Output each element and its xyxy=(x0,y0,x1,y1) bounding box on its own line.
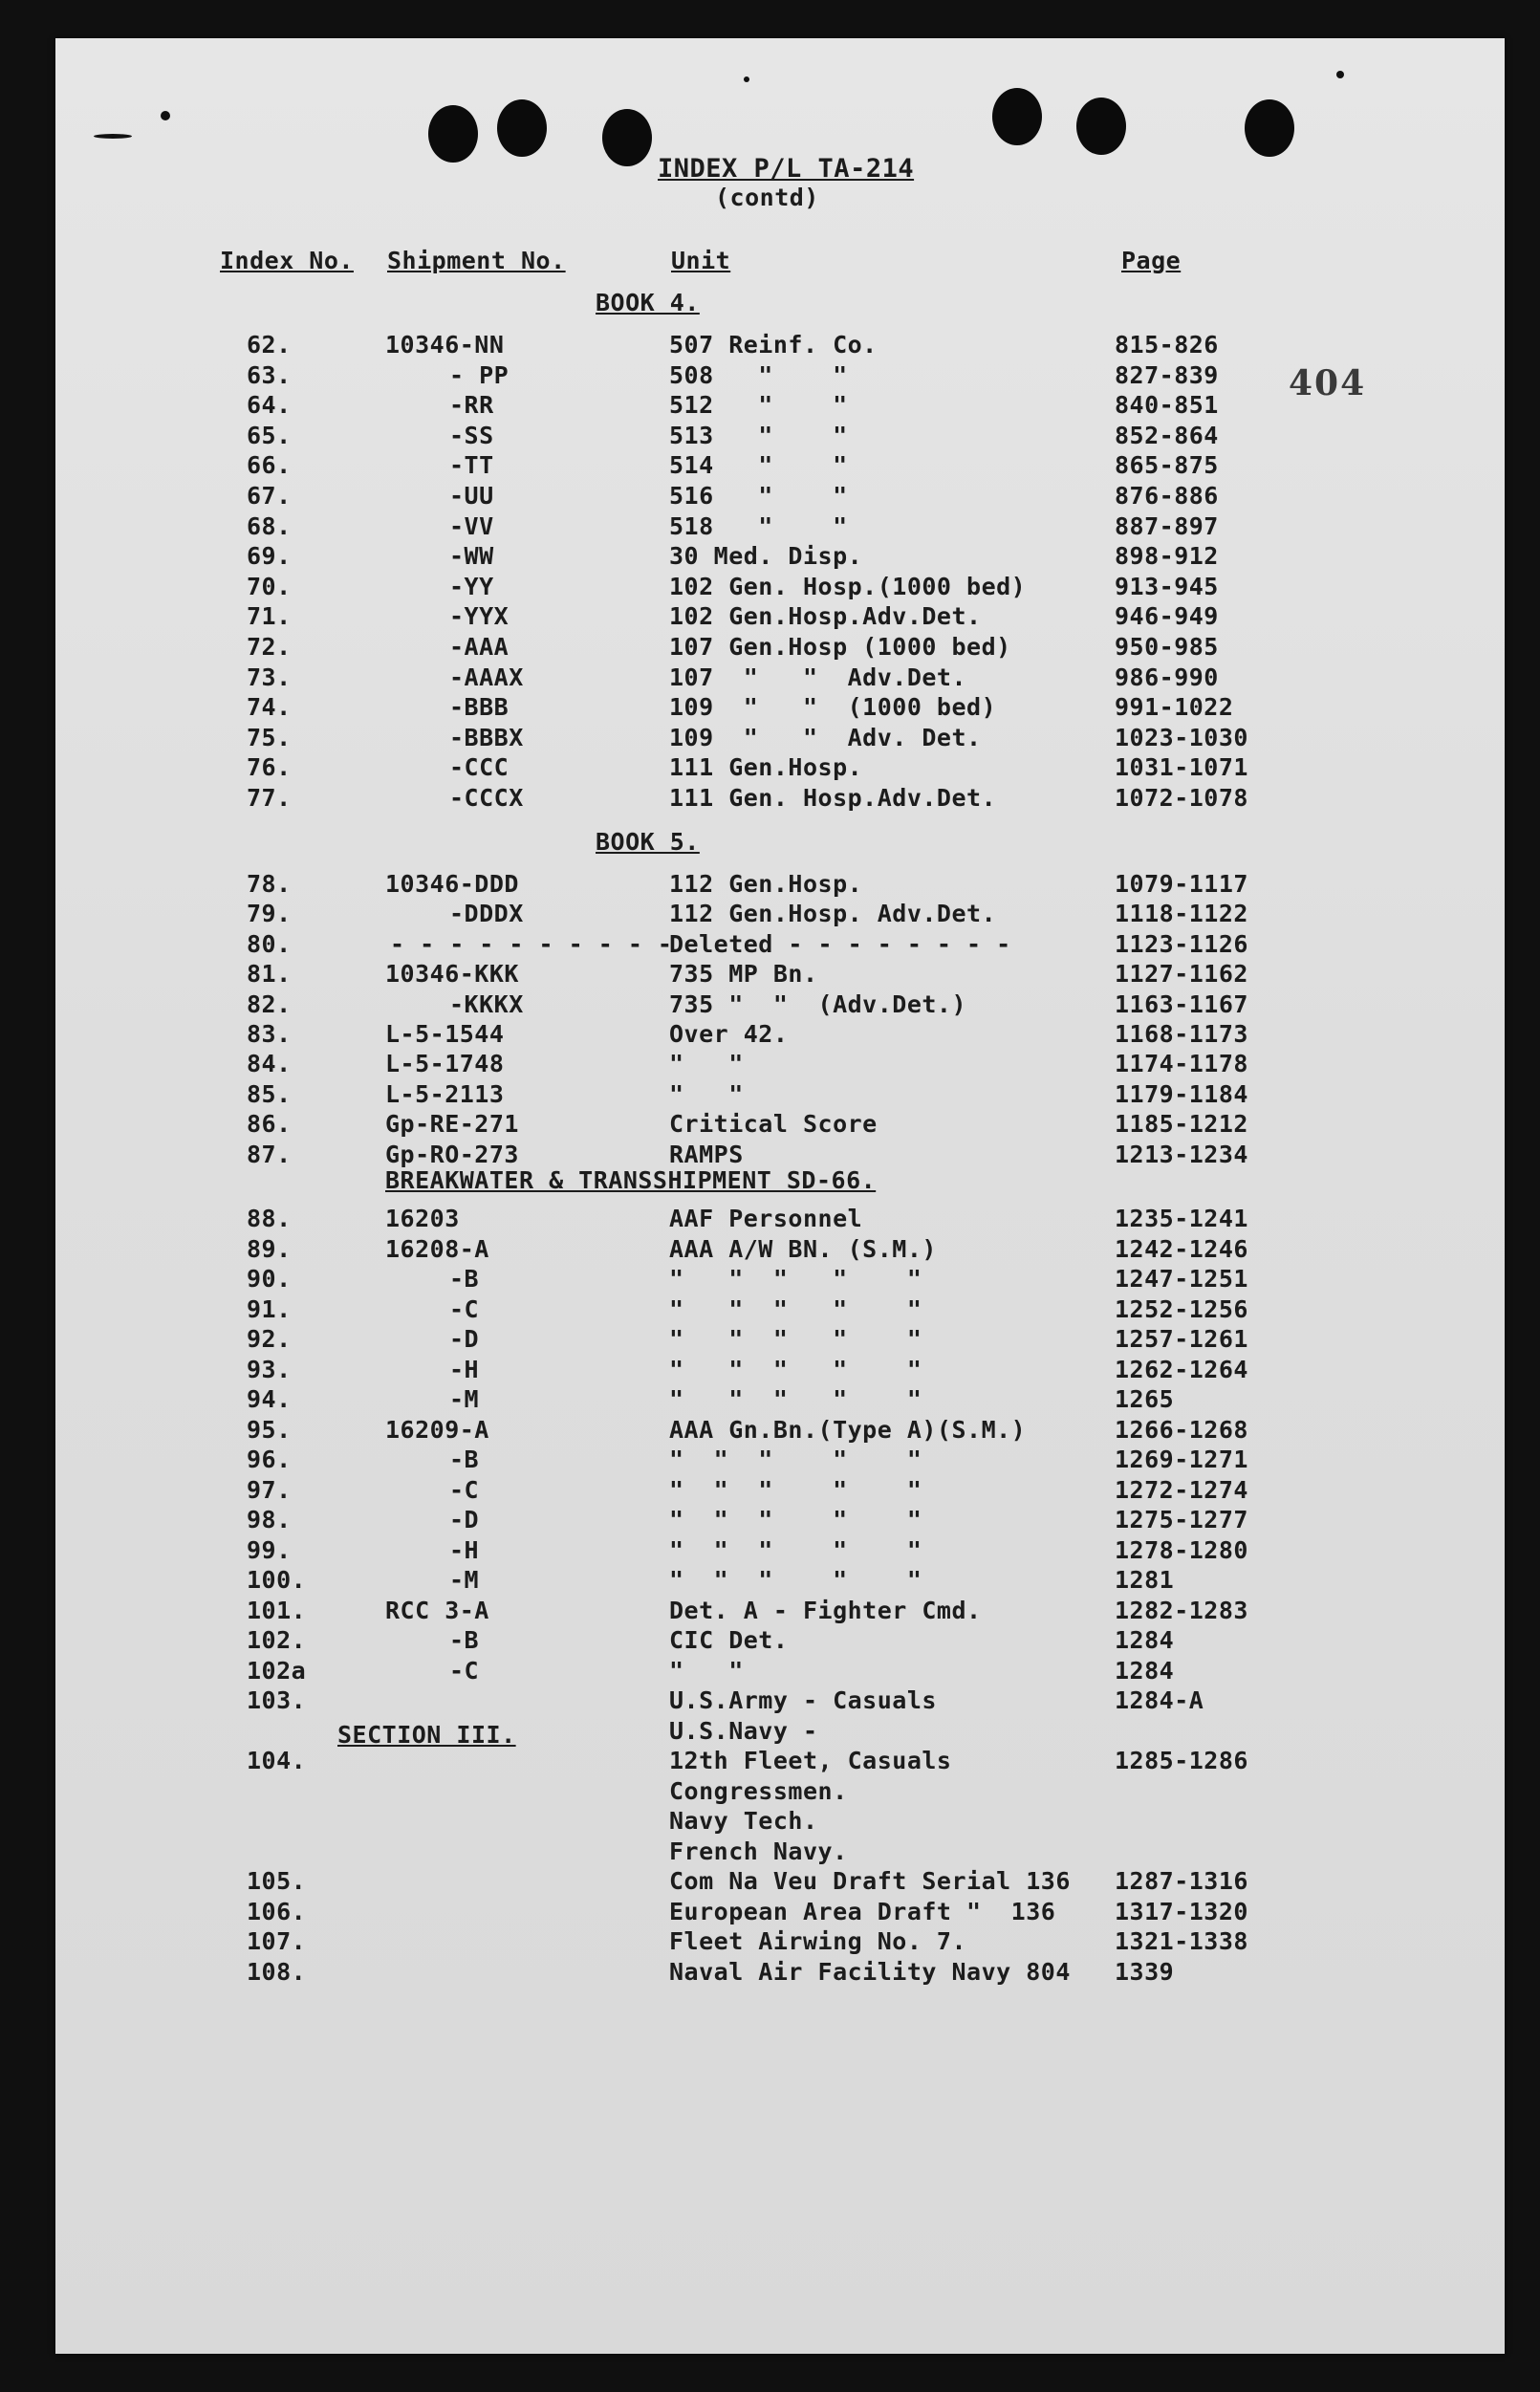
shipment-no-cell: -TT xyxy=(449,451,494,480)
unit-cell: " " " " " xyxy=(669,1475,922,1504)
ink-speck xyxy=(94,134,132,139)
shipment-no-cell: -CCC xyxy=(449,753,510,782)
index-no-cell: 85. xyxy=(247,1079,292,1108)
unit-cell: 112 Gen.Hosp. Adv.Det. xyxy=(669,900,997,928)
unit-cell: 507 Reinf. Co. xyxy=(669,331,878,359)
shipment-no-cell: RCC 3-A xyxy=(385,1596,489,1624)
page-stamp-number: 404 xyxy=(1289,363,1367,403)
shipment-no-cell: - - - - - - - - - - xyxy=(390,929,673,958)
index-no-cell: 89. xyxy=(247,1234,292,1263)
index-no-cell: 98. xyxy=(247,1506,292,1533)
unit-cell: AAA Gn.Bn.(Type A)(S.M.) xyxy=(669,1415,1027,1444)
unit-cell: European Area Draft " 136 xyxy=(669,1897,1056,1925)
index-no-cell: 102a xyxy=(247,1656,307,1685)
page-cell: 852-864 xyxy=(1115,421,1219,449)
punch-hole-left-1 xyxy=(428,105,478,163)
index-no-cell: 92. xyxy=(247,1325,292,1353)
page-cell: 1235-1241 xyxy=(1115,1205,1248,1232)
punch-hole-right-3 xyxy=(1245,99,1294,157)
page-cell: 1023-1030 xyxy=(1115,723,1248,751)
header-page: Page xyxy=(1121,247,1182,274)
shipment-no-cell: 16203 xyxy=(385,1205,460,1232)
unit-cell: Congressmen. xyxy=(669,1776,848,1805)
page-cell: 1031-1071 xyxy=(1115,753,1248,782)
index-no-cell: 107. xyxy=(247,1927,307,1955)
page-cell: 1278-1280 xyxy=(1115,1535,1248,1564)
document-title: INDEX P/L TA-214 xyxy=(658,154,915,184)
document-subtitle: (contd) xyxy=(715,184,819,211)
unit-cell: 512 " " xyxy=(669,391,848,420)
unit-cell: AAF Personnel xyxy=(669,1205,863,1232)
unit-cell: Navy Tech. xyxy=(669,1807,818,1835)
unit-cell: " " " " " xyxy=(669,1355,922,1383)
unit-cell: 112 Gen.Hosp. xyxy=(669,870,863,898)
shipment-no-cell: 10346-NN xyxy=(385,331,505,359)
page-cell: 865-875 xyxy=(1115,451,1219,480)
index-no-cell: 93. xyxy=(247,1355,292,1383)
index-no-cell: 106. xyxy=(247,1897,307,1925)
shipment-no-cell: L-5-1748 xyxy=(385,1050,505,1078)
page-cell: 1284-A xyxy=(1115,1686,1204,1714)
index-no-cell: 74. xyxy=(247,693,292,722)
index-no-cell: 108. xyxy=(247,1957,307,1986)
index-no-cell: 96. xyxy=(247,1446,292,1473)
document-page xyxy=(55,38,1505,2354)
index-no-cell: 104. xyxy=(247,1747,307,1774)
page-cell: 898-912 xyxy=(1115,542,1219,571)
index-no-cell: 63. xyxy=(247,360,292,389)
index-no-cell: 101. xyxy=(247,1596,307,1624)
shipment-no-cell: -C xyxy=(449,1294,480,1323)
index-no-cell: 102. xyxy=(247,1626,307,1654)
index-no-cell: 70. xyxy=(247,572,292,600)
punch-hole-right-2 xyxy=(1076,98,1126,155)
page-cell: 913-945 xyxy=(1115,572,1219,600)
unit-cell: AAA A/W BN. (S.M.) xyxy=(669,1234,937,1263)
page-cell: 1213-1234 xyxy=(1115,1140,1248,1168)
index-no-cell: 67. xyxy=(247,482,292,510)
page-cell: 1317-1320 xyxy=(1115,1897,1248,1925)
shipment-no-cell: 16209-A xyxy=(385,1415,489,1444)
unit-cell: RAMPS xyxy=(669,1140,744,1168)
punch-hole-left-2 xyxy=(497,99,547,157)
unit-cell: 102 Gen. Hosp.(1000 bed) xyxy=(669,572,1027,600)
shipment-no-cell: -C xyxy=(449,1656,480,1685)
ink-speck xyxy=(1336,71,1344,78)
index-no-cell: 99. xyxy=(247,1535,292,1564)
unit-cell: Critical Score xyxy=(669,1110,878,1139)
ink-speck xyxy=(161,111,170,120)
page-cell: 1163-1167 xyxy=(1115,989,1248,1018)
shipment-no-cell: -YY xyxy=(449,572,494,600)
unit-cell: 735 MP Bn. xyxy=(669,960,818,989)
page-cell: 1281 xyxy=(1115,1566,1175,1594)
shipment-no-cell: Gp-RE-271 xyxy=(385,1110,519,1139)
header-shipment-no: Shipment No. xyxy=(387,247,566,274)
index-no-cell: 84. xyxy=(247,1050,292,1078)
shipment-no-cell: 10346-KKK xyxy=(385,960,519,989)
page-cell: 1262-1264 xyxy=(1115,1355,1248,1383)
index-no-cell: 79. xyxy=(247,900,292,928)
punch-hole-right-1 xyxy=(992,88,1042,145)
index-no-cell: 76. xyxy=(247,753,292,782)
unit-cell: 102 Gen.Hosp.Adv.Det. xyxy=(669,602,982,631)
page-cell: 1287-1316 xyxy=(1115,1867,1248,1895)
page-cell: 986-990 xyxy=(1115,663,1219,691)
page-cell: 1123-1126 xyxy=(1115,929,1248,958)
unit-cell: U.S.Navy - xyxy=(669,1716,818,1745)
unit-cell: Deleted - - - - - - - - xyxy=(669,929,1011,958)
index-no-cell: 82. xyxy=(247,989,292,1018)
section-book-4: BOOK 4. xyxy=(596,289,700,316)
unit-cell: " " " " " xyxy=(669,1566,922,1594)
index-no-cell: 95. xyxy=(247,1415,292,1444)
page-cell: 1339 xyxy=(1115,1957,1175,1986)
ink-speck xyxy=(744,76,749,82)
shipment-no-cell: -B xyxy=(449,1265,480,1293)
unit-cell: 109 " " (1000 bed) xyxy=(669,693,997,722)
index-no-cell: 103. xyxy=(247,1686,307,1714)
page-cell: 876-886 xyxy=(1115,482,1219,510)
page-cell: 1282-1283 xyxy=(1115,1596,1248,1624)
page-cell: 1284 xyxy=(1115,1626,1175,1654)
index-no-cell: 62. xyxy=(247,331,292,359)
index-no-cell: 64. xyxy=(247,391,292,420)
page-cell: 840-851 xyxy=(1115,391,1219,420)
index-no-cell: 90. xyxy=(247,1265,292,1293)
index-no-cell: 87. xyxy=(247,1140,292,1168)
page-cell: 946-949 xyxy=(1115,602,1219,631)
unit-cell: Naval Air Facility Navy 804 xyxy=(669,1957,1071,1986)
page-cell: 1275-1277 xyxy=(1115,1506,1248,1533)
shipment-no-cell: -AAA xyxy=(449,633,510,661)
shipment-no-cell: -D xyxy=(449,1325,480,1353)
page-cell: 827-839 xyxy=(1115,360,1219,389)
index-no-cell: 88. xyxy=(247,1205,292,1232)
shipment-no-cell: -YYX xyxy=(449,602,510,631)
index-no-cell: 105. xyxy=(247,1867,307,1895)
unit-cell: 12th Fleet, Casuals xyxy=(669,1747,952,1774)
index-no-cell: 97. xyxy=(247,1475,292,1504)
page-cell: 1266-1268 xyxy=(1115,1415,1248,1444)
unit-cell: Com Na Veu Draft Serial 136 xyxy=(669,1867,1071,1895)
unit-cell: 30 Med. Disp. xyxy=(669,542,863,571)
punch-hole-left-3 xyxy=(602,109,652,166)
header-unit: Unit xyxy=(671,247,731,274)
shipment-no-cell: -CCCX xyxy=(449,784,524,812)
shipment-no-cell: -UU xyxy=(449,482,494,510)
unit-cell: " " " " " xyxy=(669,1385,922,1413)
unit-cell: " " xyxy=(669,1656,744,1685)
index-no-cell: 71. xyxy=(247,602,292,631)
page-cell: 1242-1246 xyxy=(1115,1234,1248,1263)
index-no-cell: 86. xyxy=(247,1110,292,1139)
page-cell: 1285-1286 xyxy=(1115,1747,1248,1774)
page-cell: 887-897 xyxy=(1115,511,1219,540)
index-no-cell: 66. xyxy=(247,451,292,480)
index-no-cell: 72. xyxy=(247,633,292,661)
shipment-no-cell: -B xyxy=(449,1626,480,1654)
unit-cell: " " " " " xyxy=(669,1265,922,1293)
unit-cell: " " " " " xyxy=(669,1294,922,1323)
page-cell: 1118-1122 xyxy=(1115,900,1248,928)
shipment-no-cell: -AAAX xyxy=(449,663,524,691)
unit-cell: 513 " " xyxy=(669,421,848,449)
unit-cell: Fleet Airwing No. 7. xyxy=(669,1927,967,1955)
page-cell: 1247-1251 xyxy=(1115,1265,1248,1293)
index-no-cell: 75. xyxy=(247,723,292,751)
page-cell: 1072-1078 xyxy=(1115,784,1248,812)
unit-cell: U.S.Army - Casuals xyxy=(669,1686,937,1714)
unit-cell: Over 42. xyxy=(669,1020,789,1048)
index-no-cell: 83. xyxy=(247,1020,292,1048)
shipment-no-cell: -RR xyxy=(449,391,494,420)
shipment-no-cell: -BBB xyxy=(449,693,510,722)
page-cell: 1321-1338 xyxy=(1115,1927,1248,1955)
shipment-no-cell: -H xyxy=(449,1535,480,1564)
shipment-no-cell: -D xyxy=(449,1506,480,1533)
shipment-no-cell: - PP xyxy=(449,360,510,389)
unit-cell: 109 " " Adv. Det. xyxy=(669,723,982,751)
unit-cell: French Navy. xyxy=(669,1837,848,1865)
index-no-cell: 69. xyxy=(247,542,292,571)
page-cell: 1127-1162 xyxy=(1115,960,1248,989)
shipment-no-cell: 10346-DDD xyxy=(385,870,519,898)
page-cell: 1179-1184 xyxy=(1115,1079,1248,1108)
page-cell: 1168-1173 xyxy=(1115,1020,1248,1048)
unit-cell: 107 Gen.Hosp (1000 bed) xyxy=(669,633,1011,661)
unit-cell: 518 " " xyxy=(669,511,848,540)
index-no-cell: 77. xyxy=(247,784,292,812)
index-no-cell: 81. xyxy=(247,960,292,989)
unit-cell: " " " " " xyxy=(669,1446,922,1473)
shipment-no-cell: -BBBX xyxy=(449,723,524,751)
shipment-no-cell: -M xyxy=(449,1566,480,1594)
unit-cell: 111 Gen. Hosp.Adv.Det. xyxy=(669,784,997,812)
shipment-no-cell: 16208-A xyxy=(385,1234,489,1263)
index-no-cell: 80. xyxy=(247,929,292,958)
unit-cell: Det. A - Fighter Cmd. xyxy=(669,1596,982,1624)
page-cell: 1252-1256 xyxy=(1115,1294,1248,1323)
unit-cell: 735 " " (Adv.Det.) xyxy=(669,989,967,1018)
unit-cell: 508 " " xyxy=(669,360,848,389)
index-no-cell: 78. xyxy=(247,870,292,898)
page-cell: 1185-1212 xyxy=(1115,1110,1248,1139)
shipment-no-cell: -WW xyxy=(449,542,494,571)
shipment-no-cell: L-5-2113 xyxy=(385,1079,505,1108)
page-cell: 1272-1274 xyxy=(1115,1475,1248,1504)
page-cell: 1284 xyxy=(1115,1656,1175,1685)
unit-cell: 111 Gen.Hosp. xyxy=(669,753,863,782)
unit-cell: 516 " " xyxy=(669,482,848,510)
shipment-no-cell: -M xyxy=(449,1385,480,1413)
shipment-no-cell: -SS xyxy=(449,421,494,449)
shipment-no-cell: -VV xyxy=(449,511,494,540)
unit-cell: 107 " " Adv.Det. xyxy=(669,663,967,691)
page-cell: 1269-1271 xyxy=(1115,1446,1248,1473)
shipment-no-cell: -H xyxy=(449,1355,480,1383)
shipment-no-cell: -DDDX xyxy=(449,900,524,928)
page-cell: 1174-1178 xyxy=(1115,1050,1248,1078)
unit-cell: " " " " " xyxy=(669,1506,922,1533)
unit-cell: CIC Det. xyxy=(669,1626,789,1654)
index-no-cell: 73. xyxy=(247,663,292,691)
page-cell: 950-985 xyxy=(1115,633,1219,661)
shipment-no-cell: -C xyxy=(449,1475,480,1504)
index-no-cell: 100. xyxy=(247,1566,307,1594)
shipment-no-cell: L-5-1544 xyxy=(385,1020,505,1048)
shipment-no-cell: -KKKX xyxy=(449,989,524,1018)
shipment-no-cell: -B xyxy=(449,1446,480,1473)
index-no-cell: 94. xyxy=(247,1385,292,1413)
unit-cell: " " " " " xyxy=(669,1535,922,1564)
page-cell: 1257-1261 xyxy=(1115,1325,1248,1353)
shipment-no-cell: Gp-RO-273 xyxy=(385,1140,519,1168)
page-cell: 1265 xyxy=(1115,1385,1175,1413)
section-book-5: BOOK 5. xyxy=(596,828,700,856)
page-cell: 991-1022 xyxy=(1115,693,1234,722)
unit-cell: " " xyxy=(669,1050,744,1078)
unit-cell: " " xyxy=(669,1079,744,1108)
page-cell: 1079-1117 xyxy=(1115,870,1248,898)
header-index-no: Index No. xyxy=(220,247,354,274)
index-no-cell: 65. xyxy=(247,421,292,449)
page-cell: 815-826 xyxy=(1115,331,1219,359)
section-iii-heading: SECTION III. xyxy=(337,1721,516,1749)
unit-cell: 514 " " xyxy=(669,451,848,480)
section-breakwater-transshipment: BREAKWATER & TRANSSHIPMENT SD-66. xyxy=(385,1166,877,1194)
unit-cell: " " " " " xyxy=(669,1325,922,1353)
index-no-cell: 68. xyxy=(247,511,292,540)
index-no-cell: 91. xyxy=(247,1294,292,1323)
